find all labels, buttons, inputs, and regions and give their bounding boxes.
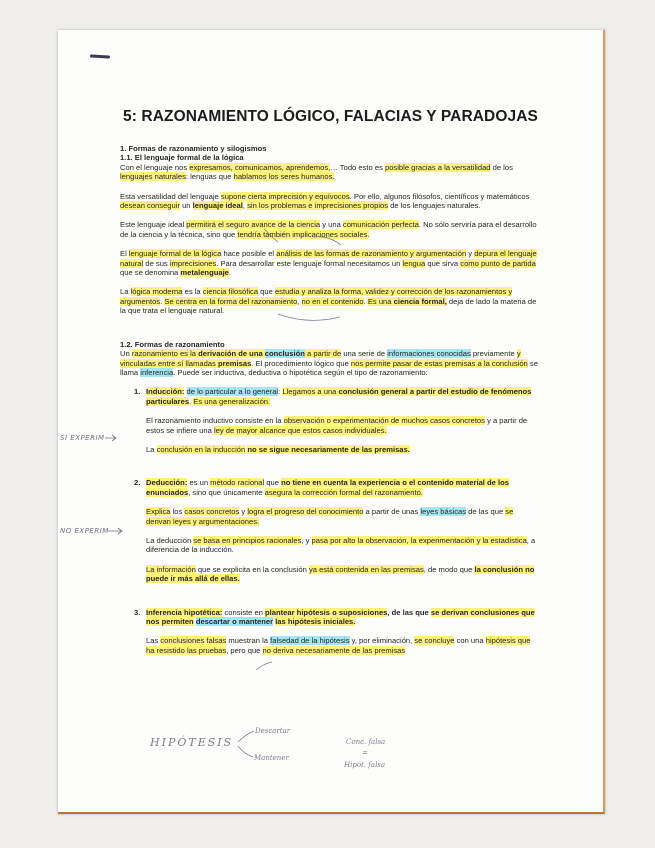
handwritten-hipotesis: HIPÓTESIS <box>150 736 234 749</box>
paragraph: Esta versatilidad del lenguaje supone cierta imprecisión y equívocos. Por ello, algunos filósofos, científicos y matemáticos desean conseguir un lenguaje ideal, sin los problemas e imprecisiones propios de los lenguajes naturales. <box>120 191 530 211</box>
list-item-hipotetica: 3. Inferencia hipotética: consiste en plantear hipótesis o suposiciones, de las que se derivan conclusiones que nos permiten descartar o mantener las hipótesis iniciales. <box>134 607 535 626</box>
paragraph: Este lenguaje ideal permitirá el seguro avance de la ciencia y una comunicación perfecta. No sólo serviría para el desarrollo de la ciencia y la técnica, sino que tendría también implicaciones sociales. <box>120 220 537 239</box>
list-item-deduccion: 2. Deducción: es un método racional que no tiene en cuenta la experiencia o el contenido material de los enunciados, sino que únicamente asegura la corrección formal del razonamiento. <box>134 478 509 497</box>
paragraph: El razonamiento inductivo consiste en la observación o experimentación de muchos casos concretos y a partir de estos se infiere una ley de mayor alcance que estos casos individuales. <box>146 416 528 435</box>
margin-arrow <box>105 435 116 441</box>
handwritten-note-deduccion: NO EXPERIM <box>60 527 109 535</box>
handwritten-hipot-falsa: Hipót. falsa <box>344 761 386 769</box>
handwritten-descartar: Descartar <box>255 727 291 735</box>
paragraph: La conclusión en la inducción no se sigue necesariamente de las premisas. <box>146 444 410 454</box>
paragraph: La deducción se basa en principios racionales, y pasa por alto la observación, la experimentación y la estadística, a diferencia de la inducción. <box>146 535 536 555</box>
paragraph: La información que se explicita en la conclusión ya está contenida en las premisas, de modo que la conclusión no puede ir más allá de ellas. <box>146 564 535 584</box>
handwritten-mantener: Mantener <box>254 754 289 762</box>
paragraph: La lógica moderna es la ciencia filosófica que estudia y analiza la forma, validez y corrección de los razonamientos y argumentos. Se centra en la forma del razonamiento, no en el contenido. Es una ciencia formal, deja de lado la materia de la que trata el lenguaje natural. <box>120 287 537 316</box>
section-heading: 1. Formas de razonamiento y silogismos <box>120 144 267 153</box>
handwritten-conc-falsa: Conc. falsa <box>346 738 386 746</box>
handwritten-equals: = <box>362 749 368 757</box>
handwritten-note-induccion: SI EXPERIM <box>60 434 105 442</box>
document-page <box>58 30 605 814</box>
paragraph: Explica los casos concretos y logra el progreso del conocimiento a partir de unas leyes básicas de las que se derivan leyes y argumentaciones. <box>146 507 514 526</box>
document-body <box>120 144 538 655</box>
subsection-heading: 1.1. El lenguaje formal de la lógica <box>120 153 244 163</box>
paragraph: Las conclusiones falsas muestran la falsedad de la hipótesis y, por eliminación, se concluye con una hipótesis que ha resistido las pruebas, pero que no deriva necesariamente de las premisas <box>146 636 531 655</box>
paragraph: El lenguaje formal de la lógica hace posible el análisis de las formas de razonamiento y argumentación y depura el lenguaje natural de sus imprecisiones. Para desarrollar este lenguaje formal necesitamos un lengua que sirva como punto de partida que se denomina metalenguaje. <box>120 249 537 278</box>
page-title: 5: RAZONAMIENTO LÓGICO, FALACIAS Y PARADOJAS <box>123 108 538 125</box>
pen-mark <box>90 54 110 58</box>
subsection-heading: 1.2. Formas de razonamiento <box>120 339 225 349</box>
paragraph: Un razonamiento es la derivación de una conclusión a partir de una serie de informaciones conocidas previamente y vinculadas entre sí llamadas premisas. El procedimiento lógico que nos permite pasar de estas premisas a la conclusión se llama inferencia. Puede ser inductiva, deductiva o hipotética según el tipo de razonamiento: <box>120 349 538 377</box>
hand-stroke <box>238 746 253 757</box>
paragraph: Con el lenguaje nos expresamos, comunicamos, aprendemos,… Todo esto es posible gracias a la versatilidad de los lenguajes naturales: lenguas que hablamos los seres humanos. <box>120 162 513 182</box>
hand-stroke <box>256 662 272 670</box>
list-item-induccion: 1. Inducción: de lo particular a lo general: Llegamos a una conclusión general a partir del estudio de fenómenos particulares. Es una generalización. <box>134 387 532 406</box>
hand-stroke <box>238 731 254 742</box>
